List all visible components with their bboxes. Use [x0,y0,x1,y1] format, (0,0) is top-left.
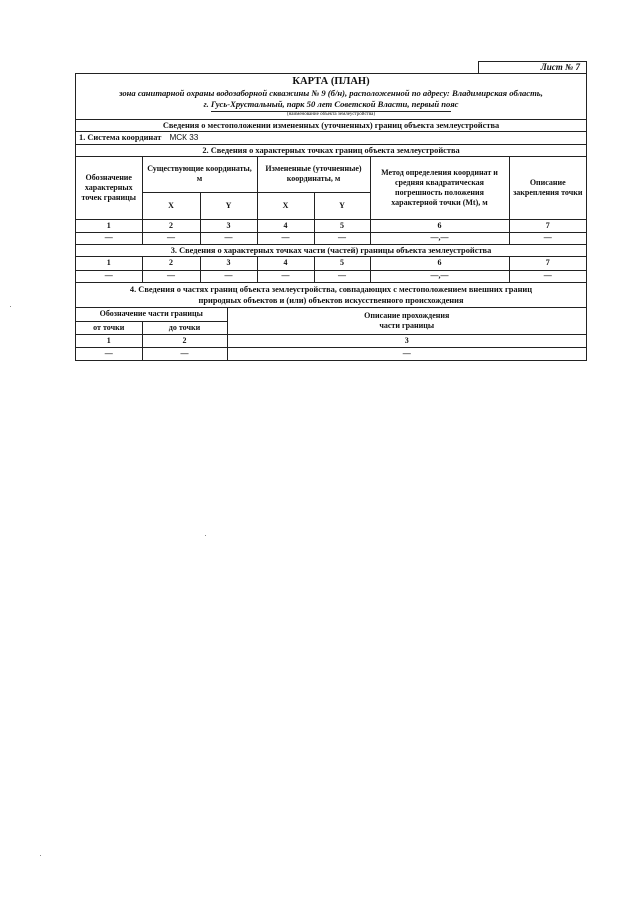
scan-speck [10,306,11,307]
header-point-designation: Обозначение характерных точек границы [76,157,142,219]
table-cell: — [200,232,257,244]
column-number: 4 [257,219,314,232]
table-cell: — [76,270,142,282]
section-3-title: 3. Сведения о характерных точках части (частей) границы объекта землеустройства [76,245,586,257]
section-3-table [76,257,586,282]
column-number: 5 [314,257,370,270]
sheet-number: Лист № 7 [540,62,580,72]
section-2-table [76,157,586,244]
location-header: Сведения о местоположении измененных (уточненных) границ объекта землеустройства [76,120,586,132]
header-changed-x: X [257,192,314,219]
table-cell: —,— [370,270,509,282]
table-cell: — [509,232,586,244]
table-cell: — [257,270,314,282]
header-existing-x: X [142,192,200,219]
section-4-title [76,283,586,308]
header-fixing-description: Описание закрепления точки [509,157,586,219]
section-4-title-line-1: 4. Сведения о частях границ объекта землеустройства, совпадающих с местоположением внешних границ [129,285,533,294]
header-boundary-part: Обозначение части границы [76,308,227,321]
section-4-table [76,308,586,360]
map-form [75,73,587,361]
header-passage-description-line-2: части границы [379,320,435,330]
header-existing-y: Y [200,192,257,219]
table-cell: — [509,270,586,282]
map-title: КАРТА (ПЛАН) [292,76,370,87]
table-row [76,270,586,282]
section-4-table-wrap [76,308,586,360]
title-block [76,74,586,120]
column-number: 2 [142,334,227,347]
section-2-table-wrap [76,157,586,245]
section-3-table-wrap [76,257,586,283]
header-passage-description [227,308,586,334]
section-4-title-line-2: природных объектов и (или) объектов искусственного происхождения [198,296,464,305]
header-method: Метод определения координат и средняя квадратическая погрешность положения характерной точки (Mt), м [370,157,509,219]
table-header-row [76,157,586,192]
column-number: 4 [257,257,314,270]
table-cell: — [76,232,142,244]
header-changed-coordinates: Измененные (уточненные) координаты, м [257,157,370,192]
table-cell: — [257,232,314,244]
header-existing-coordinates: Существующие координаты, м [142,157,257,192]
table-cell: — [76,347,142,360]
column-number: 1 [76,334,142,347]
column-number: 3 [227,334,586,347]
column-number: 6 [370,257,509,270]
table-header-row [76,308,586,321]
column-number: 7 [509,257,586,270]
header-to-point: до точки [142,321,227,334]
column-number: 6 [370,219,509,232]
table-cell: — [142,270,200,282]
column-number: 2 [142,257,200,270]
column-numbers-row [76,334,586,347]
column-number: 1 [76,219,142,232]
coordinate-system-value: МСК 33 [169,133,199,142]
scan-speck [40,855,41,856]
table-row [76,347,586,360]
column-numbers-row [76,257,586,270]
column-number: 5 [314,219,370,232]
header-passage-description-line-1: Описание прохождения [364,310,450,320]
column-number: 1 [76,257,142,270]
table-cell: —,— [370,232,509,244]
column-number: 7 [509,219,586,232]
header-changed-y: Y [314,192,370,219]
column-number: 3 [200,219,257,232]
scan-speck [205,535,206,536]
coordinate-system-label: 1. Система координат [79,133,162,142]
column-numbers-row [76,219,586,232]
table-cell: — [142,232,200,244]
table-cell: — [200,270,257,282]
table-cell: — [314,270,370,282]
table-cell: — [142,347,227,360]
map-subtitle-line-2: г. Гусь-Хрустальный, парк 50 лет Советской Власти, первый пояс [203,99,459,109]
section-2-title: 2. Сведения о характерных точках границ объекта землеустройства [76,145,586,157]
column-number: 3 [200,257,257,270]
object-name-caption: (наименование объекта землеустройства) [211,111,451,118]
map-subtitle-line-1: зона санитарной охраны водозаборной скважины № 9 (б/н), расположенной по адресу: Владимирская область, [119,88,543,98]
table-cell: — [227,347,586,360]
coordinate-system-row [76,132,586,145]
header-from-point: от точки [76,321,142,334]
column-number: 2 [142,219,200,232]
table-row [76,232,586,244]
table-cell: — [314,232,370,244]
